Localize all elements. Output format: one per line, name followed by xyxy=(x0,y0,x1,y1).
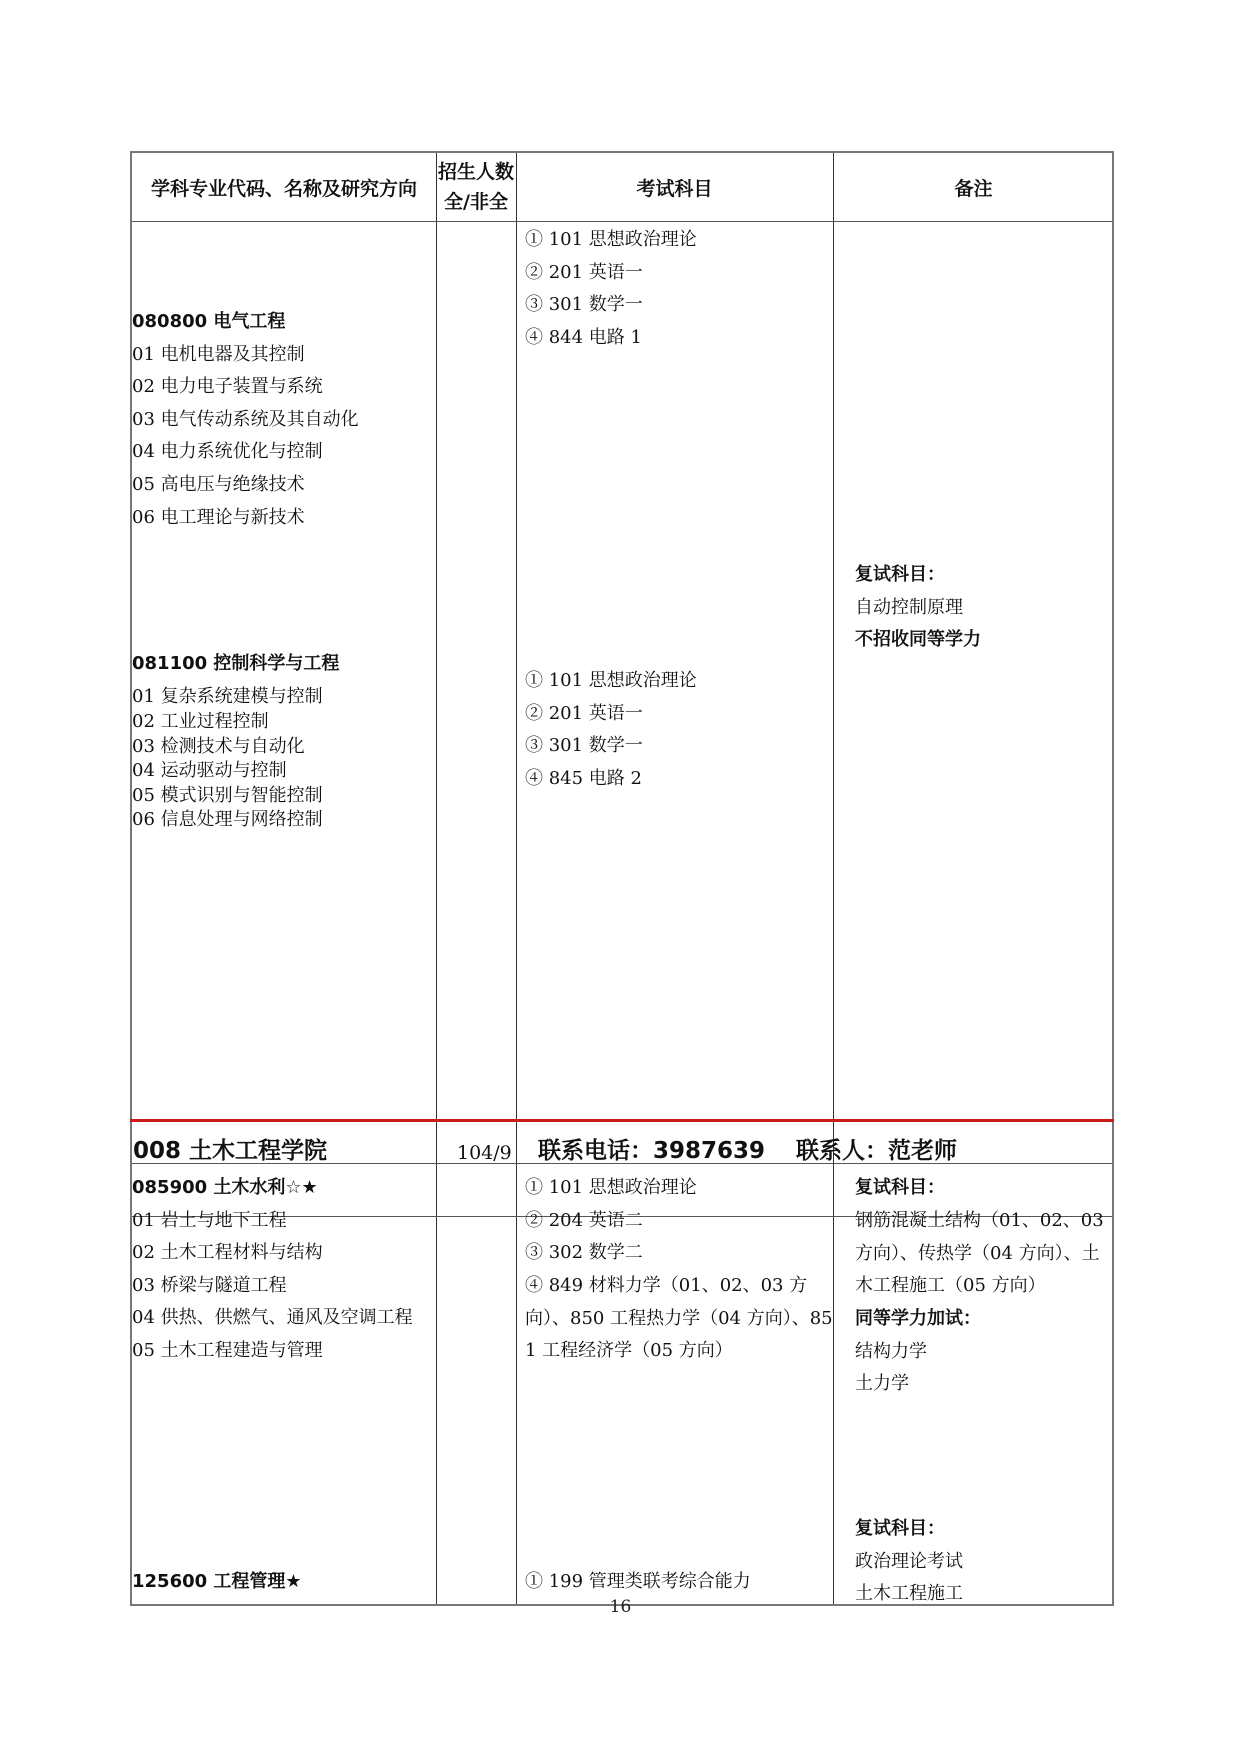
header-quota xyxy=(436,153,516,221)
notes-085900-extra xyxy=(855,1303,981,1401)
header-major xyxy=(132,153,436,221)
direction-item: 01 复杂系统建模与控制 xyxy=(132,685,323,707)
department-name: 008 土木工程学院 xyxy=(133,1138,328,1164)
program-081100 xyxy=(132,648,339,713)
direction-item: 02 电力电子装置与系统 xyxy=(132,376,323,398)
direction-item: 05 高电压与绝缘技术 xyxy=(132,473,305,495)
direction-item: 01 岩土与地下工程 xyxy=(132,1209,287,1231)
notes-line: 土木工程施工 xyxy=(855,1583,963,1605)
notes-line: 政治理论考试 xyxy=(855,1550,963,1572)
notes-line: 土力学 xyxy=(855,1373,909,1395)
direction-item: 02 土木工程材料与结构 xyxy=(132,1242,323,1264)
notes-retest-subjects: 钢筋混凝土结构（01、02、03 方向）、传热学（04 方向）、土木工程施工（05 方向） xyxy=(855,1210,1104,1297)
header-quota-label-line1: 招生人数 xyxy=(437,161,514,183)
direction-item: 03 电气传动系统及其自动化 xyxy=(132,408,359,430)
direction-item: 05 模式识别与智能控制 xyxy=(132,784,323,806)
header-quota-label-line2: 全/非全 xyxy=(444,191,508,213)
header-row-divider xyxy=(132,221,1112,222)
direction-item: 06 信息处理与网络控制 xyxy=(132,809,323,831)
exam-item: ① 199 管理类联考综合能力 xyxy=(525,1571,751,1592)
direction-item: 02 工业过程控制 xyxy=(132,711,269,732)
page-number: 16 xyxy=(609,1597,632,1617)
department-contact: 联系电话：3987639 联系人：范老师 xyxy=(538,1138,958,1164)
program-title: 081100 控制科学与工程 xyxy=(132,653,340,674)
direction-item: 04 供热、供燃气、通风及空调工程 xyxy=(132,1307,413,1329)
direction-item: 04 运动驱动与控制 xyxy=(132,760,287,782)
notes-section1 xyxy=(855,559,981,657)
column-divider xyxy=(436,153,437,1604)
direction-item: 01 电机电器及其控制 xyxy=(132,343,305,365)
program-080800 xyxy=(132,306,359,534)
notes-title: 复试科目： xyxy=(855,1177,945,1198)
program-title: 085900 土木水利☆★ xyxy=(132,1177,318,1198)
exam-item: ① 101 思想政治理论 xyxy=(525,229,697,250)
exam-item: ④ 844 电路 1 xyxy=(525,326,642,348)
direction-item: 03 检测技术与自动化 xyxy=(132,735,305,757)
exam-item-major-course: ④ 849 材料力学（01、02、03 方向）、850 工程热力学（04 方向）、851 工程经济学（05 方向） xyxy=(525,1275,833,1362)
notes-085900-title xyxy=(855,1172,945,1205)
exam-item: ③ 302 数学二 xyxy=(525,1242,643,1264)
notes-line: 结构力学 xyxy=(855,1340,927,1362)
program-081100-directions xyxy=(132,710,323,833)
exam-item: ① 101 思想政治理论 xyxy=(525,670,697,691)
header-exams xyxy=(516,153,833,221)
program-title: 125600 工程管理★ xyxy=(132,1571,302,1592)
exam-item: ① 101 思想政治理论 xyxy=(525,1177,697,1198)
notes-line: 不招收同等学力 xyxy=(855,629,981,651)
direction-item: 05 土木工程建造与管理 xyxy=(132,1339,323,1361)
column-divider xyxy=(516,153,517,1604)
department-quota: 104/9 xyxy=(457,1142,512,1164)
exam-list-081100 xyxy=(525,665,697,795)
direction-item: 06 电工理论与新技术 xyxy=(132,506,305,528)
column-divider xyxy=(833,153,834,1604)
header-major-label: 学科专业代码、名称及研究方向 xyxy=(150,177,417,200)
direction-item: 03 桥梁与隧道工程 xyxy=(132,1274,287,1296)
exam-list-085900 xyxy=(525,1172,697,1270)
exam-item: ③ 301 数学一 xyxy=(525,735,643,757)
exam-list-125600 xyxy=(525,1566,751,1599)
exam-item: ② 204 英语二 xyxy=(525,1209,643,1231)
direction-item: 04 电力系统优化与控制 xyxy=(132,441,323,463)
exam-list-080800 xyxy=(525,224,697,354)
exam-item: ③ 301 数学一 xyxy=(525,294,643,316)
program-title: 080800 电气工程 xyxy=(132,311,286,332)
header-exams-label: 考试科目 xyxy=(636,177,713,200)
header-notes xyxy=(833,153,1114,221)
program-085900 xyxy=(132,1172,413,1368)
exam-item: ② 201 英语一 xyxy=(525,702,643,724)
notes-title: 同等学力加试： xyxy=(855,1308,981,1329)
notes-title: 复试科目： xyxy=(855,1518,945,1539)
exam-item: ④ 845 电路 2 xyxy=(525,767,642,789)
header-notes-label: 备注 xyxy=(954,177,993,200)
exam-item: ② 201 英语一 xyxy=(525,261,643,283)
notes-line: 自动控制原理 xyxy=(855,596,963,618)
notes-title: 复试科目： xyxy=(855,564,945,585)
program-125600 xyxy=(132,1566,302,1599)
department-separator xyxy=(130,1119,1114,1122)
